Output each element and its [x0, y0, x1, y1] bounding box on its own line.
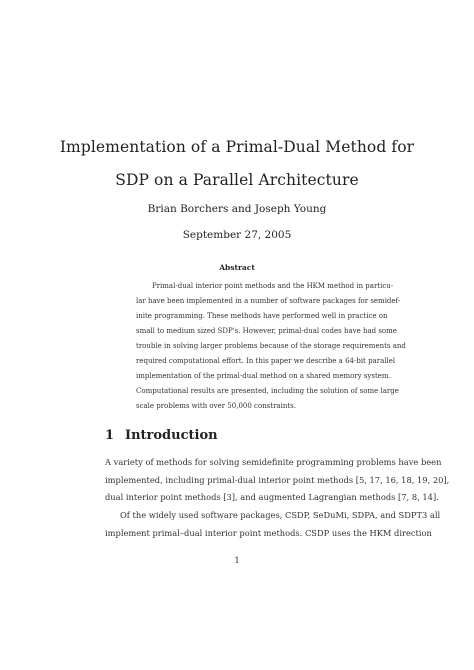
authors: Brian Borchers and Joseph Young: [147, 203, 327, 215]
abstract-line: small to medium sized SDP's. However, primal-dual codes have had some: [136, 327, 397, 335]
abstract-line: scale problems with over 50,000 constraints.: [136, 402, 296, 410]
abstract-line: implementation of the primal-dual method on a shared memory system.: [136, 372, 391, 380]
title-line-1: Implementation of a Primal-Dual Method for: [59, 138, 415, 156]
body-line: Of the widely used software packages, CSDP, SeDuMi, SDPA, and SDPT3 all: [120, 510, 441, 520]
title-line-2: SDP on a Parallel Architecture: [115, 171, 359, 189]
body-line: A variety of methods for solving semidefinite programming problems have been: [105, 457, 442, 467]
abstract-heading: Abstract: [219, 263, 255, 272]
page-number: 1: [234, 556, 240, 565]
abstract-line: Computational results are presented, including the solution of some large: [136, 387, 399, 395]
body-line: implement primal–dual interior point methods. CSDP uses the HKM direction: [105, 528, 432, 538]
abstract-line: lar have been implemented in a number of software packages for semidef-: [136, 297, 401, 305]
abstract-line: trouble in solving larger problems because of the storage requirements and: [136, 342, 406, 350]
section-number: 1: [105, 428, 115, 443]
abstract-line: required computational effort. In this paper we describe a 64-bit parallel: [136, 357, 396, 365]
abstract-line: Primal-dual interior point methods and the HKM method in particu-: [152, 282, 394, 290]
abstract-line: inite programming. These methods have performed well in practice on: [136, 312, 388, 320]
section-title: Introduction: [125, 428, 218, 443]
body-line: implemented, including primal-dual interior point methods [5, 17, 16, 18, 19, 20],: [105, 475, 450, 485]
date: September 27, 2005: [182, 229, 292, 241]
body-line: dual interior point methods [3], and augmented Lagrangian methods [7, 8, 14].: [105, 492, 439, 502]
